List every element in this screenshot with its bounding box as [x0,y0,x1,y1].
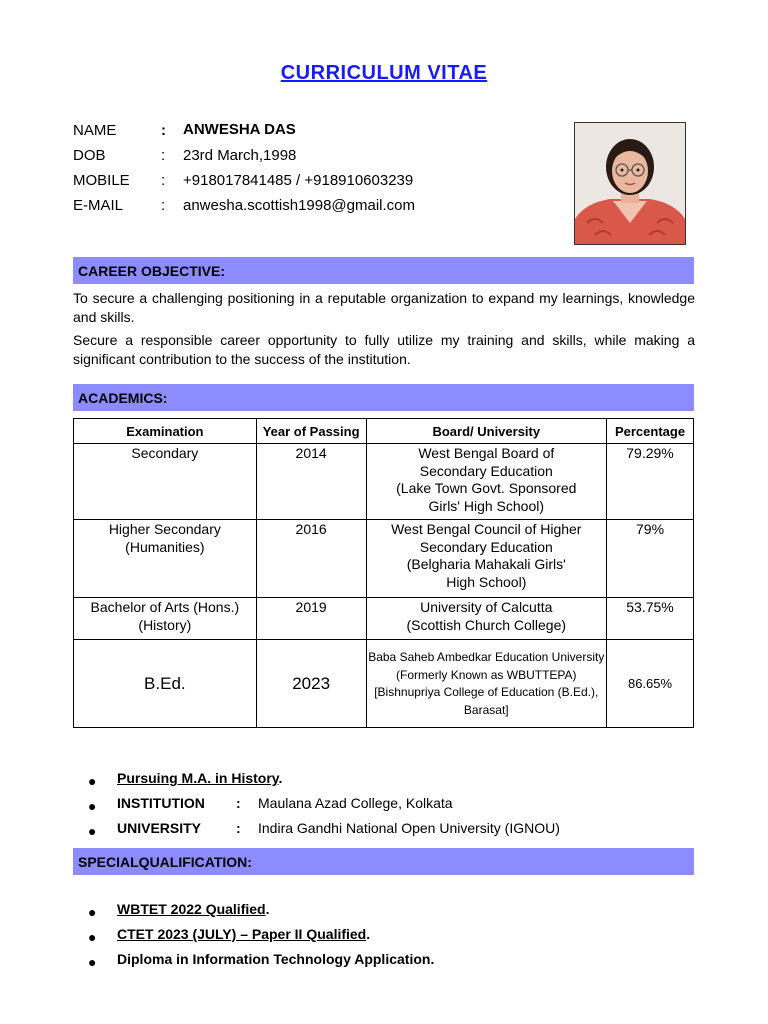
table-row [74,520,694,598]
year-cell: 2023 [256,640,366,728]
name-label: NAME [73,122,117,139]
year-cell: 2019 [256,598,366,640]
column-header-board: Board/ University [366,419,607,444]
colon: : [161,197,166,214]
exam-cell [74,444,257,520]
column-header-percentage: Percentage [607,419,694,444]
exam-cell [74,520,257,598]
exam-line: (History) [138,616,192,633]
email-value: anwesha.scottish1998@gmail.com [183,197,416,214]
table-header-row [74,419,694,444]
board-line: West Bengal Council of Higher [391,521,582,537]
bullet-icon: ● [88,798,97,814]
percentage-cell: 79% [607,520,694,598]
special-qualification-heading: SPECIALQUALIFICATION: [73,848,694,875]
board-line: (Lake Town Govt. Sponsored [396,480,577,496]
email-label: E-MAIL [73,197,124,214]
exam-line: Higher Secondary [108,521,221,537]
board-line: Secondary Education [419,538,553,555]
mobile-value: +918017841485 / +918910603239 [183,172,414,189]
institution-value: Maulana Azad College, Kolkata [258,795,453,811]
colon: : [161,147,166,164]
board-line: Girls' High School) [428,497,545,514]
diploma-text: Diploma in Information Technology Application. [117,951,435,967]
board-cell [366,520,607,598]
wbtet-text: WBTET 2022 Qualified [117,901,266,917]
board-line: (Formerly Known as WBUTTEPA) [396,667,577,682]
exam-line: (Humanities) [125,538,205,555]
pursuing-period: . [278,770,283,786]
career-paragraph-1: To secure a challenging positioning in a reputable organization to expand my learnings, knowledge and skills. [73,290,695,325]
person-portrait-icon [575,123,685,244]
percentage-cell: 53.75% [607,598,694,640]
column-header-examination: Examination [74,419,257,444]
percentage-cell: 86.65% [607,640,694,728]
year-cell: 2014 [256,444,366,520]
board-line: University of Calcutta [420,599,553,615]
board-cell [366,598,607,640]
colon: : [161,172,166,189]
ctet-text: CTET 2023 (JULY) – Paper II Qualified [117,926,367,942]
exam-cell [74,640,257,728]
page-title: CURRICULUM VITAE [280,62,488,84]
career-objective-heading: CAREER OBJECTIVE: [73,257,694,284]
board-line: (Scottish Church College) [406,616,567,633]
academics-heading: ACADEMICS: [73,384,694,411]
table-row [74,444,694,520]
board-cell [366,640,607,728]
bullet-icon: ● [88,823,97,839]
board-line: Secondary Education [419,462,553,479]
board-line: Baba Saheb Ambedkar Education University [368,650,605,664]
percentage-cell: 79.29% [607,444,694,520]
board-cell [366,444,607,520]
dob-label: DOB [73,147,106,164]
year-cell: 2016 [256,520,366,598]
institution-label: INSTITUTION [117,795,205,811]
table-row [74,640,694,728]
table-row [74,598,694,640]
exam-line: Bachelor of Arts (Hons.) [90,599,240,615]
university-label: UNIVERSITY [117,820,202,836]
bullet-icon: ● [88,954,97,970]
exam-line: B.Ed. [144,674,186,694]
pursuing-text: Pursuing M.A. in History [117,770,279,786]
board-line: High School) [446,573,527,590]
board-line: West Bengal Board of [418,445,555,461]
colon: : [236,795,241,811]
bullet-icon: ● [88,904,97,920]
column-header-year: Year of Passing [256,419,366,444]
board-line: (Belgharia Mahakali Girls' [406,556,566,572]
mobile-label: MOBILE [73,172,130,189]
board-line: [Bishnupriya College of Education (B.Ed.), Barasat] [374,685,599,717]
career-paragraph-2: Secure a responsible career opportunity to fully utilize my training and skills, while making a significant contribution to the success of the institution. [73,332,695,367]
name-value: ANWESHA DAS [183,121,296,138]
colon: : [161,122,166,139]
bullet-icon: ● [88,773,97,789]
exam-line: Secondary [131,445,199,461]
period: . [366,926,371,942]
period: . [265,901,270,917]
academics-table [73,418,694,728]
dob-value: 23rd March,1998 [183,147,297,164]
university-value: Indira Gandhi National Open University (IGNOU) [258,820,560,836]
bullet-icon: ● [88,929,97,945]
exam-cell [74,598,257,640]
colon: : [236,820,241,836]
profile-photo [574,122,686,245]
